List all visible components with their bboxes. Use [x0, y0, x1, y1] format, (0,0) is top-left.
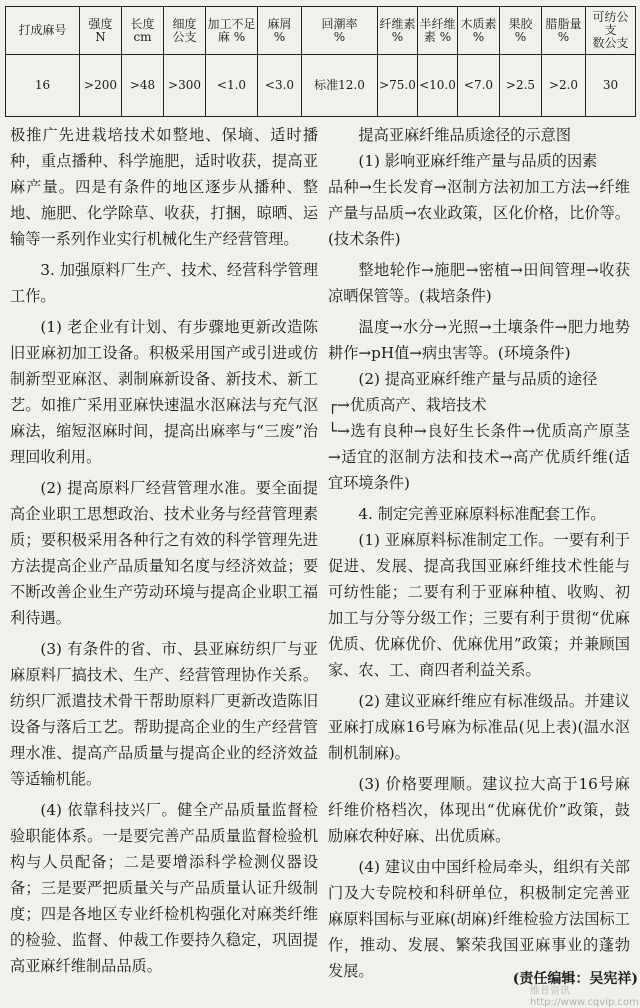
paragraph: (4) 建议由中国纤检局牵头，组织有关部门及大专院校和科研单位，积极制定完善亚麻原料国标与亚麻(胡麻)纤维检验方法国标工作，推动、发展、繁荣我国亚麻事业的蓬勃发展。 — [328, 858, 630, 980]
table-cell: 16 — [6, 55, 80, 117]
table-cell: >200 — [80, 55, 122, 117]
header-cell: 长度 cm — [122, 7, 164, 55]
header-cell: 木质素 % — [458, 7, 500, 55]
section-heading: 3. 加强原料厂生产、技术、经营科学管理工作。 — [10, 261, 318, 305]
table-row — [6, 55, 636, 117]
paragraph: 整地轮作→施肥→密植→田间管理→收获凉晒保管等。(栽培条件) — [328, 261, 630, 305]
table-cell: >2.0 — [542, 55, 586, 117]
table-cell: <1.0 — [206, 55, 258, 117]
table-cell: <3.0 — [258, 55, 302, 117]
header-cell: 腊脂量 % — [542, 7, 586, 55]
paragraph: 极推广先进栽培技术如整地、保墒、适时播种，重点播种、科学施肥，适时收获，提高亚麻产量。四是有条件的地区逐步从播种、整地、施肥、化学除草、收获，打捆，晾晒、运输等一系列作业实行机械化生产经营管理。 — [10, 126, 318, 248]
header-cell: 细度 公支 — [164, 7, 206, 55]
section-heading: 4. 制定完善亚麻原料标准配套工作。 — [358, 505, 606, 523]
paragraph: (1) 亚麻原料标准制定工作。一要有利于促进、发展、提高我国亚麻纤维技术性能与可纺性能；二要有利于亚麻种植、收购、初加工与分等分级工作；三要有利于贯彻“优麻优质、优麻优价、优麻优用”政策；并兼顾国家、农、工、商四者利益关系。 — [328, 531, 630, 679]
table-cell: >2.5 — [500, 55, 542, 117]
header-cell: 强度 N — [80, 7, 122, 55]
table-cell: <7.0 — [458, 55, 500, 117]
table-cell: >300 — [164, 55, 206, 117]
table-cell: >48 — [122, 55, 164, 117]
diagram-title: 提高亚麻纤维品质途径的示意图 — [358, 126, 572, 144]
right-column — [328, 122, 630, 984]
table-cell: >75.0 — [378, 55, 418, 117]
header-cell: 回潮率 % — [302, 7, 378, 55]
spec-table — [5, 6, 636, 117]
table-cell: 30 — [586, 55, 636, 117]
paragraph: (3) 价格要理顺。建议拉大高于16号麻纤维价格档次，体现出“优麻优价”政策，鼓励麻农种好麻、出优质麻。 — [328, 775, 630, 845]
table-header-row — [6, 7, 636, 55]
paragraph: (1) 老企业有计划、有步骤地更新改造陈旧亚麻初加工设备。积极采用国产或引进或仿制新型亚麻沤、剥制麻新设备、新技术、新工艺。如推广采用亚麻快速温水沤麻法与充气沤麻法，缩短沤麻时间，提高出麻率与“三废”治理回收利用。 — [10, 318, 318, 466]
paragraph: (2) 建议亚麻纤维应有标准级品。并建议亚麻打成麻16号麻为标准品(见上表)(温水沤制机制麻)。 — [328, 692, 630, 762]
paragraph: 温度→水分→光照→土壤条件→肥力地势耕作→pH值→病虫害等。(环境条件) — [328, 318, 630, 362]
flow-branch — [328, 392, 630, 496]
flow-line: └→选有良种→良好生长条件→优质高产原茎→适宜的沤制方法和技术→高产优质纤维(适宜环境条件) — [328, 422, 630, 492]
table-cell: <10.0 — [418, 55, 458, 117]
header-cell: 半纤维 素 % — [418, 7, 458, 55]
header-cell: 加工不足 麻 % — [206, 7, 258, 55]
paragraph: (1) 影响亚麻纤维产量与品质的因素 — [358, 152, 598, 170]
left-column — [10, 122, 318, 979]
header-cell: 可纺公支 数公支 — [586, 7, 636, 55]
watermark: 维普资讯 http://www.cqvip.com — [530, 986, 639, 1008]
header-cell: 纤维素 % — [378, 7, 418, 55]
header-cell: 果胶 % — [500, 7, 542, 55]
paragraph: (2) 提高亚麻纤维产量与品质的途径 — [358, 370, 598, 388]
paragraph: (3) 有条件的省、市、县亚麻纺织厂与亚麻原料厂搞技术、生产、经营管理协作关系。纺织厂派遣技术骨干帮助原料厂更新改造陈旧设备与落后工艺。帮助提高企业的生产经营管理水准、提高产品质量与提高企业的经济效益等适输机能。 — [10, 640, 318, 788]
paragraph: (2) 提高原料厂经营管理水准。要全面提高企业职工思想政治、技术业务与经营管理素质；要积极采用各种行之有效的科学管理先进方法提高企业产品质量知名度与经济效益；要不断改善企业生产劳动环境与提高企业职工福利待遇。 — [10, 479, 318, 627]
paragraph: 品种→生长发育→沤制方法初加工方法→纤维产量与品质→农业政策，区化价格，比价等。(技术条件) — [328, 178, 630, 248]
header-cell: 麻屑 % — [258, 7, 302, 55]
flow-line: ┌→优质高产、栽培技术 — [328, 396, 487, 414]
editor-credit: (责任编辑：吴宪祥) — [512, 971, 638, 987]
header-cell: 打成麻号 — [6, 7, 80, 55]
table-cell: 标准12.0 — [302, 55, 378, 117]
paragraph: (4) 依靠科技兴厂。健全产品质量监督检验职能体系。一是要完善产品质量监督检验机构与人员配备；二是要增添科学检测仪器设备；三是要严把质量关与产品质量认证升级制度；四是各地区专业纤检机构强化对麻类纤维的检验、监督、仲裁工作要持久稳定，巩固提高亚麻纤维制品品质。 — [10, 801, 318, 975]
